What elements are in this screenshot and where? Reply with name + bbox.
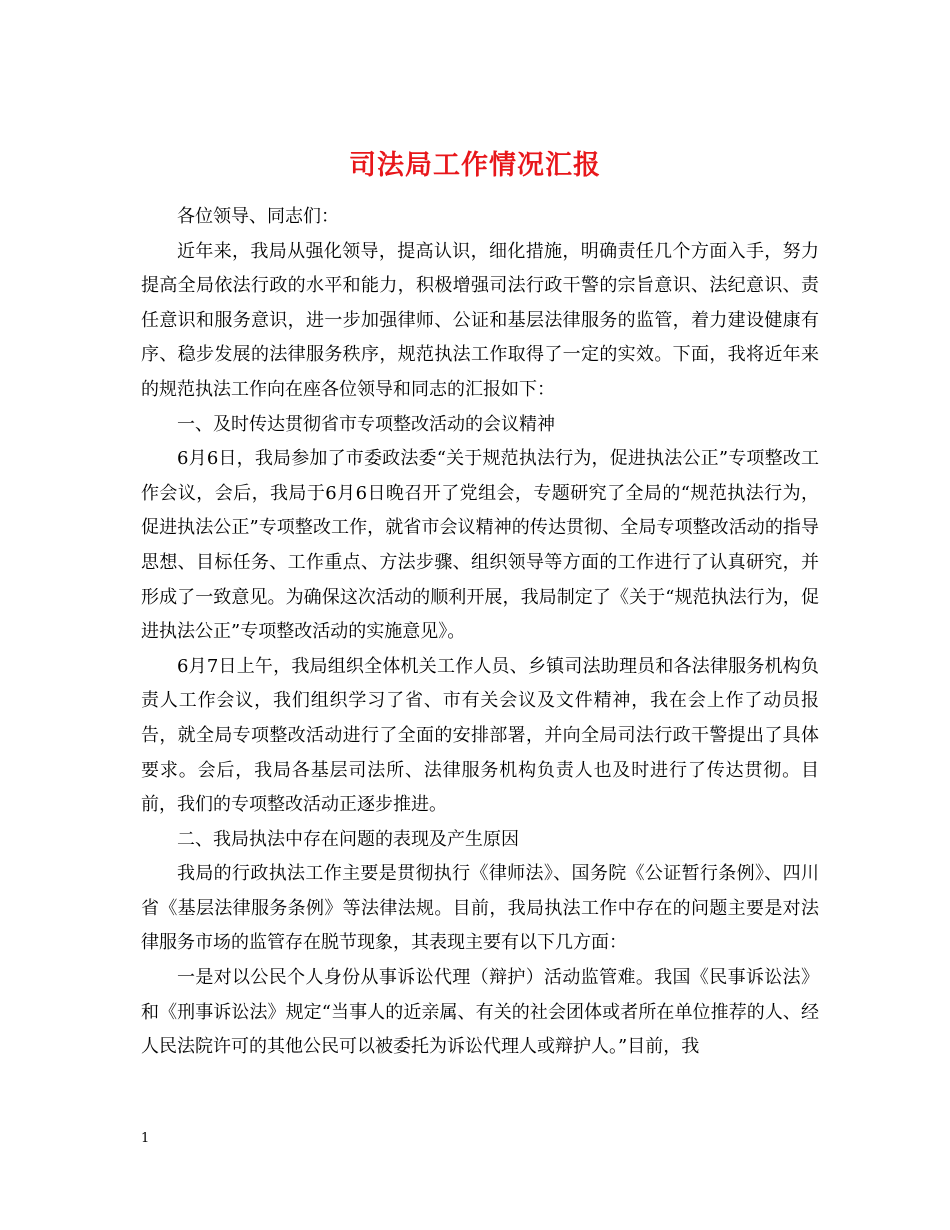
body-paragraph: 6月6日，我局参加了市委政法委“关于规范执法行为，促进执法公正”专项整改工作会议，会后，我局于6月6日晚召开了党组会，专题研究了全局的“规范执法行为，促进执法公正”专项整改工作，就省市会议精神的传达贯彻、全局专项整改活动的指导思想、目标任务、工作重点、方法步骤、组织领导等方面的工作进行了认真研究，并形成了一致意见。为确保这次活动的顺利开展，我局制定了《关于“规范执法行为，促进执法公正”专项整改活动的实施意见》。 — [141, 448, 819, 643]
body-paragraph: 一是对以公民个人身份从事诉讼代理（辩护）活动监管难。我国《民事诉讼法》和《刑事诉讼法》规定“当事人的近亲属、有关的社会团体或者所在单位推荐的人、经人民法院许可的其他公民可以被委托为诉讼代理人或辩护人。”目前，我 — [141, 967, 819, 1058]
body-paragraph: 6月7日上午，我局组织全体机关工作人员、乡镇司法助理员和各法律服务机构负责人工作会议，我们组织学习了省、市有关会议及文件精神，我在会上作了动员报告，就全局专项整改活动进行了全面的安排部署，并向全局司法行政干警提出了具体要求。会后，我局各基层司法所、法律服务机构负责人也及时进行了传达贯彻。目前，我们的专项整改活动正逐步推进。 — [141, 655, 819, 816]
document-title: 司法局工作情况汇报 — [349, 150, 601, 182]
page-number: 1 — [141, 1131, 150, 1146]
body-paragraph: 我局的行政执法工作主要是贯彻执行《律师法》、国务院《公证暂行条例》、四川省《基层法律服务条例》等法律法规。目前，我局执法工作中存在的问题主要是对法律服务市场的监管存在脱节现象，其表现主要有以下几方面： — [141, 863, 819, 954]
salutation-paragraph: 各位领导、同志们： — [177, 206, 339, 227]
section-heading-2: 二、我局执法中存在问题的表现及产生原因 — [177, 828, 519, 850]
document-body — [141, 200, 819, 1065]
section-heading-1: 一、及时传达贯彻省市专项整改活动的会议精神 — [177, 413, 555, 435]
intro-paragraph: 近年来，我局从强化领导，提高认识，细化措施，明确责任几个方面入手，努力提高全局依法行政的水平和能力，积极增强司法行政干警的宗旨意识、法纪意识、责任意识和服务意识，进一步加强律师、公证和基层法律服务的监管，着力建设健康有序、稳步发展的法律服务秩序，规范执法工作取得了一定的实效。下面，我将近年来的规范执法工作向在座各位领导和同志的汇报如下： — [141, 240, 819, 400]
